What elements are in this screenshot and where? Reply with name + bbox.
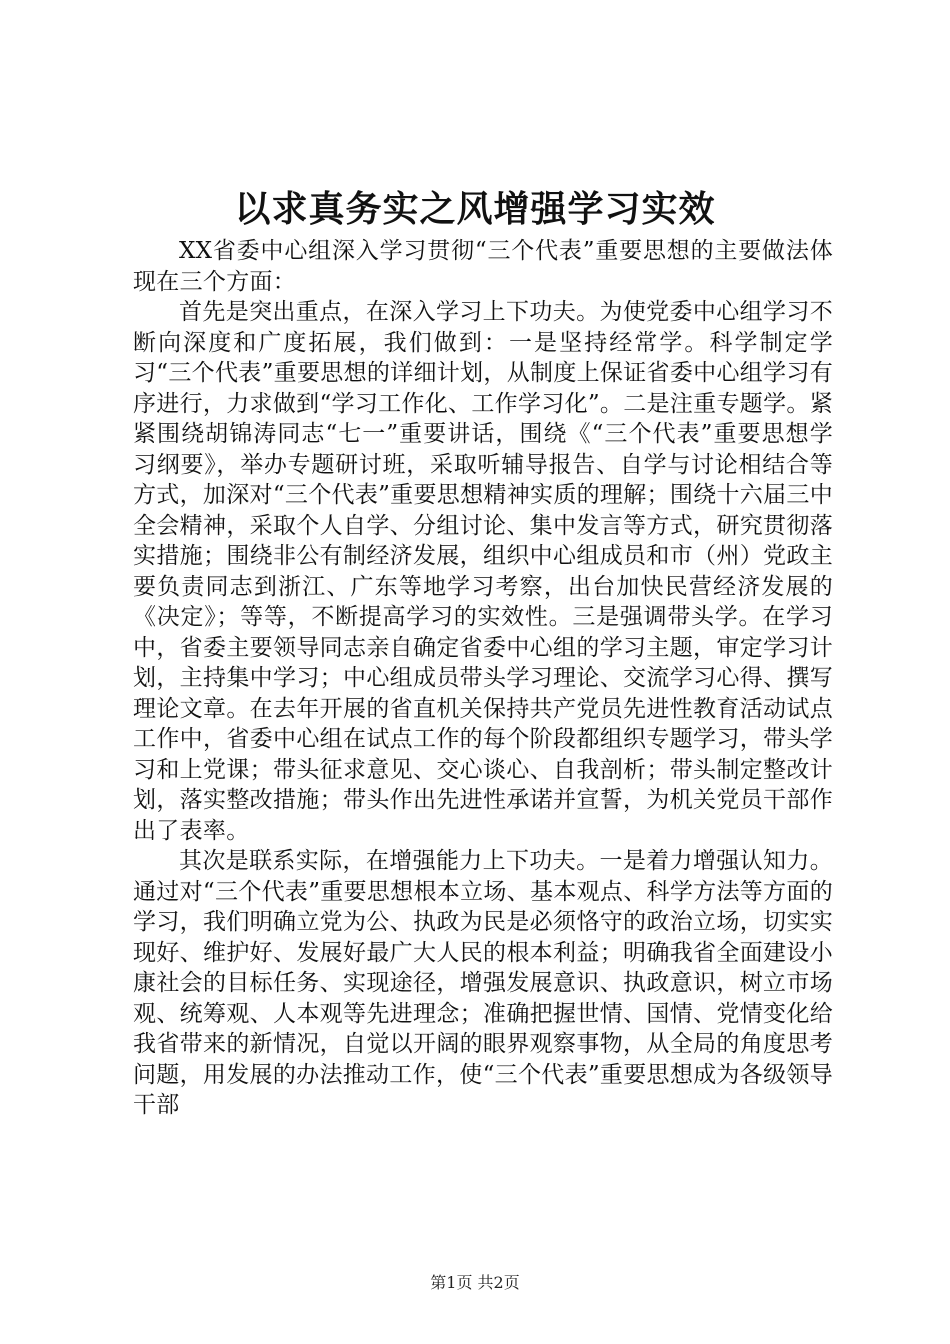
paragraph-second-point: 其次是联系实际，在增强能力上下功夫。一是着力增强认知力。通过对“三个代表”重要思想根本立场、基本观点、科学方法等方面的学习，我们明确立党为公、执政为民是必须恪守的政治立场，切实实现好、维护好、发展好最广大人民的根本利益；明确我省全面建设小康社会的目标任务、实现途径，增强发展意识、执政意识，树立市场观、统筹观、人本观等先进理念；准确把握世情、国情、党情变化给我省带来的新情况，自觉以开阔的眼界观察事物，从全局的角度思考问题，用发展的办法推动工作，使“三个代表”重要思想成为各级领导干部 [133,848,833,1118]
document-title: 以求真务实之风增强学习实效 [234,188,716,230]
paragraph-first-point: 首先是突出重点，在深入学习上下功夫。为使党委中心组学习不断向深度和广度拓展，我们做到：一是坚持经常学。科学制定学习“三个代表”重要思想的详细计划，从制度上保证省委中心组学习有序进行，力求做到“学习工作化、工作学习化”。二是注重专题学。紧紧围绕胡锦涛同志“七一”重要讲话，围绕《“三个代表”重要思想学习纲要》，举办专题研讨班，采取听辅导报告、自学与讨论相结合等方式，加深对“三个代表”重要思想精神实质的理解；围绕十六届三中全会精神，采取个人自学、分组讨论、集中发言等方式，研究贯彻落实措施；围绕非公有制经济发展，组织中心组成员和市（州）党政主要负责同志到浙江、广东等地学习考察，出台加快民营经济发展的《决定》；等等，不断提高学习的实效性。三是强调带头学。在学习中，省委主要领导同志亲自确定省委中心组的学习主题，审定学习计划，主持集中学习；中心组成员带头学习理论、交流学习心得、撰写理论文章。在去年开展的省直机关保持共产党员先进性教育活动试点工作中，省委中心组在试点工作的每个阶段都组织专题学习，带头学习和上党课；带头征求意见、交心谈心、自我剖析；带头制定整改计划，落实整改措施；带头作出先进性承诺并宣誓，为机关党员干部作出了表率。 [133,299,833,844]
paragraph-intro: XX省委中心组深入学习贯彻“三个代表”重要思想的主要做法体现在三个方面： [133,238,833,295]
document-body [133,236,833,1121]
page-footer: 第1页 共2页 [430,1273,520,1292]
